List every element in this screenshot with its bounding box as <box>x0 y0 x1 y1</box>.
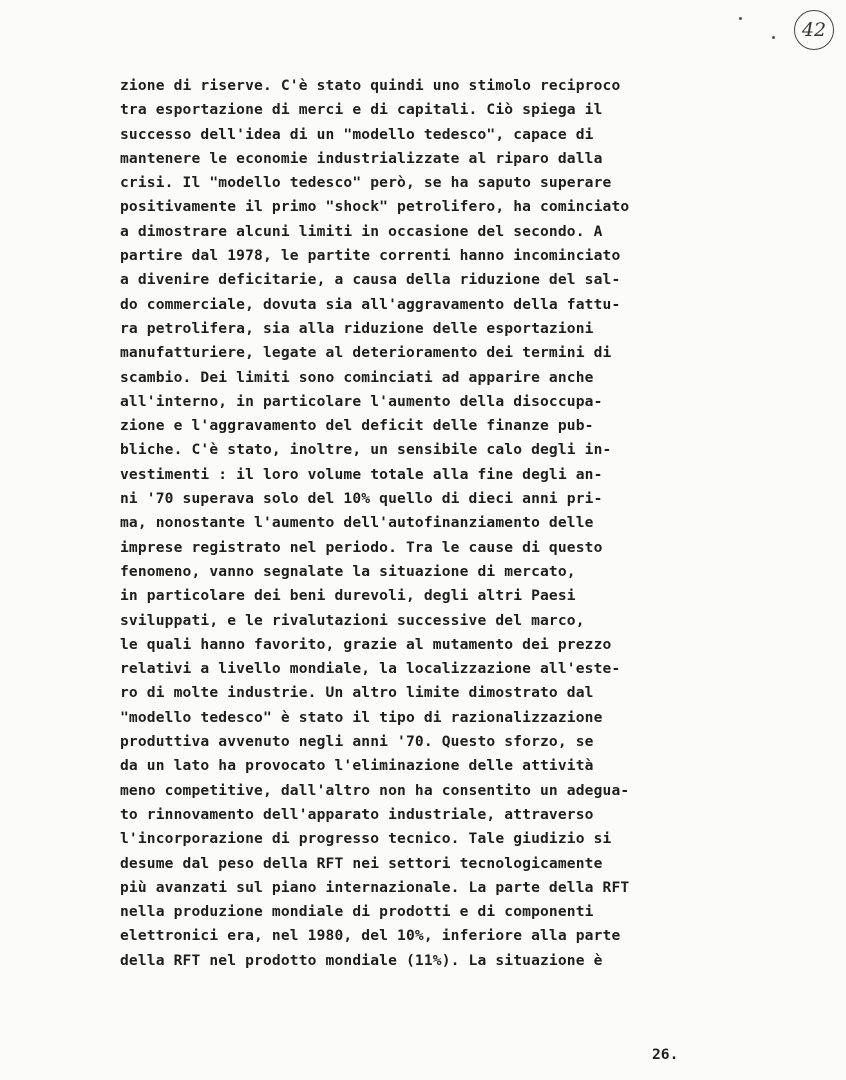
text-line: in particolare dei beni durevoli, degli altri Paesi <box>120 587 576 605</box>
typed-text-body <box>120 74 700 973</box>
text-line: crisi. Il "modello tedesco" però, se ha saputo superare <box>120 174 612 192</box>
text-line: mantenere le economie industrializzate al riparo dalla <box>120 149 603 167</box>
text-line: a dimostrare alcuni limiti in occasione del secondo. A <box>120 222 603 240</box>
text-line: più avanzati sul piano internazionale. La parte della RFT <box>120 878 630 896</box>
text-line: zione di riserve. C'è stato quindi uno stimolo reciproco <box>120 77 621 94</box>
text-line: vestimenti : il loro volume totale alla fine degli an- <box>120 465 603 483</box>
text-line: desume dal peso della RFT nei settori tecnologicamente <box>120 854 603 872</box>
text-line: to rinnovamento dell'apparato industriale, attraverso <box>120 805 594 823</box>
page-number: 26. <box>652 1046 679 1063</box>
scan-speck <box>772 36 775 39</box>
text-line: scambio. Dei limiti sono cominciati ad apparire anche <box>120 368 594 386</box>
text-line: all'interno, in particolare l'aumento della disoccupa- <box>120 392 603 410</box>
text-line: successo dell'idea di un "modello tedesco", capace di <box>120 125 594 143</box>
text-line: da un lato ha provocato l'eliminazione delle attività <box>120 757 594 775</box>
text-line: fenomeno, vanno segnalate la situazione di mercato, <box>120 562 576 580</box>
text-line: ma, nonostante l'aumento dell'autofinanziamento delle <box>120 514 594 532</box>
text-line: sviluppati, e le rivalutazioni successive del marco, <box>120 611 585 629</box>
text-line: manufatturiere, legate al deterioramento dei termini di <box>120 344 612 362</box>
text-line: bliche. C'è stato, inoltre, un sensibile calo degli in- <box>120 441 612 459</box>
text-line: ra petrolifera, sia alla riduzione delle esportazioni <box>120 319 594 337</box>
text-line: imprese registrato nel periodo. Tra le cause di questo <box>120 538 603 556</box>
text-line: ni '70 superava solo del 10% quello di dieci anni pri- <box>120 490 603 508</box>
text-line: positivamente il primo "shock" petrolifero, ha cominciato <box>120 198 630 216</box>
text-line: le quali hanno favorito, grazie al mutamento dei prezzo <box>120 635 612 653</box>
text-line: zione e l'aggravamento del deficit delle finanze pub- <box>120 417 594 435</box>
text-line: partire dal 1978, le partite correnti hanno incominciato <box>120 247 621 265</box>
text-line: relativi a livello mondiale, la localizzazione all'este- <box>120 660 621 678</box>
handwritten-page-number: 42 <box>794 10 834 50</box>
text-line: della RFT nel prodotto mondiale (11%). La situazione è <box>120 951 603 969</box>
text-line: l'incorporazione di progresso tecnico. Tale giudizio si <box>120 830 612 848</box>
scan-speck <box>739 17 742 20</box>
text-line: elettronici era, nel 1980, del 10%, inferiore alla parte <box>120 927 621 945</box>
text-line: nella produzione mondiale di prodotti e di componenti <box>120 903 594 921</box>
text-line: do commerciale, dovuta sia all'aggravamento della fattu- <box>120 295 621 313</box>
text-line: tra esportazione di merci e di capitali. Ciò spiega il <box>120 101 603 119</box>
text-line: meno competitive, dall'altro non ha consentito un adegua- <box>120 781 630 799</box>
text-line: produttiva avvenuto negli anni '70. Questo sforzo, se <box>120 733 594 751</box>
text-line: a divenire deficitarie, a causa della riduzione del sal- <box>120 271 621 289</box>
text-line: "modello tedesco" è stato il tipo di razionalizzazione <box>120 708 603 726</box>
text-line: ro di molte industrie. Un altro limite dimostrato dal <box>120 684 594 702</box>
